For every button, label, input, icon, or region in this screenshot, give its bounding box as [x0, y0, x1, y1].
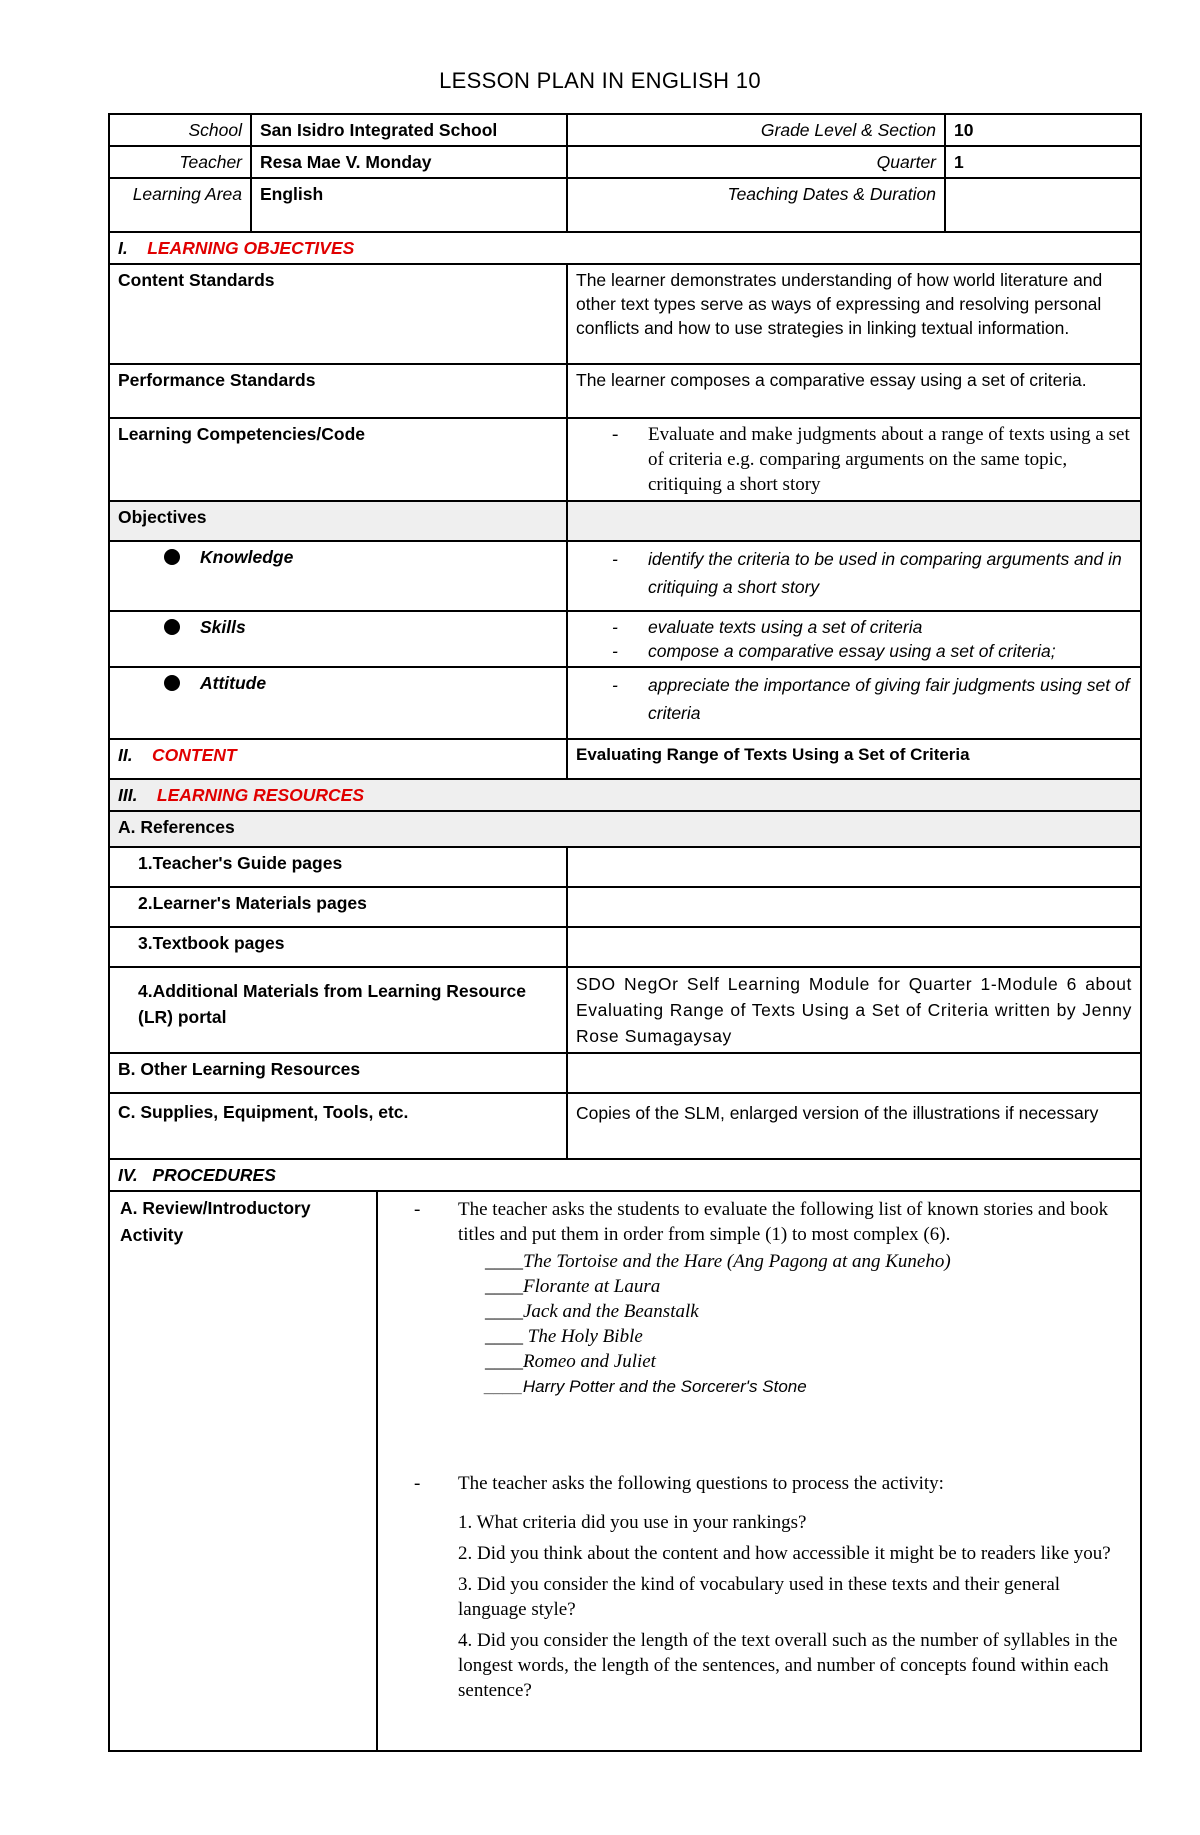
activity-intro: - The teacher asks the students to evaluate the following list of known stories and book titles and put them in order from simple (1) to most complex (6). [378, 1197, 1130, 1247]
bullet-icon [164, 549, 180, 565]
objectives-label: Objectives [109, 501, 567, 541]
skills-label: Skills [200, 617, 246, 637]
grade-label: Grade Level & Section [567, 114, 945, 146]
section-3-title: LEARNING RESOURCES [156, 785, 365, 805]
content-value: Evaluating Range of Texts Using a Set of Criteria [567, 739, 1141, 779]
bullet-icon [164, 675, 180, 691]
section-3-num: III. [118, 785, 138, 805]
review-activity-cell [377, 1191, 1141, 1751]
lm-label: 2.Learner's Materials pages [109, 887, 567, 927]
story-list [378, 1249, 1130, 1399]
performance-standards-label: Performance Standards [109, 364, 567, 418]
content-standards-value: The learner demonstrates understanding of how world literature and other text types serve as ways of expressing and resolving personal conflicts and how to use strategies in linking textual information. [567, 264, 1141, 364]
tb-label: 3.Textbook pages [109, 927, 567, 967]
competency-item: - Evaluate and make judgments about a range of texts using a set of criteria e.g. comparing arguments on the same topic, critiquing a short story [576, 422, 1132, 497]
quarter-label: Quarter [567, 146, 945, 178]
questions-list [378, 1510, 1130, 1703]
section-4-heading [109, 1159, 1141, 1191]
bullet-icon [164, 619, 180, 635]
story-item: ____Harry Potter and the Sorcerer's Stone [485, 1377, 807, 1396]
other-resources-value [567, 1053, 1141, 1093]
skills-cell-value [567, 611, 1141, 667]
section-4-title: PROCEDURES [152, 1165, 276, 1185]
lm-value [567, 887, 1141, 927]
area-label: Learning Area [109, 178, 251, 232]
question-item: 1. What criteria did you use in your rankings? [458, 1512, 807, 1533]
references-label: A. References [109, 811, 1141, 847]
section-1-title: LEARNING OBJECTIVES [147, 238, 355, 258]
supplies-label: C. Supplies, Equipment, Tools, etc. [109, 1093, 567, 1159]
lesson-plan-sheet [108, 113, 1140, 1752]
school-value: San Isidro Integrated School [251, 114, 567, 146]
section-1-num: I. [118, 238, 128, 258]
section-3-heading [109, 779, 1141, 811]
knowledge-label: Knowledge [200, 547, 294, 567]
dates-label: Teaching Dates & Duration [567, 178, 945, 232]
supplies-value: Copies of the SLM, enlarged version of the illustrations if necessary [567, 1093, 1141, 1159]
grade-value: 10 [945, 114, 1141, 146]
knowledge-value: - identify the criteria to be used in comparing arguments and in critiquing a short story [576, 545, 1132, 601]
teacher-label: Teacher [109, 146, 251, 178]
question-item: 2. Did you think about the content and how accessible it might be to readers like you? [458, 1543, 1111, 1564]
attitude-value: - appreciate the importance of giving fair judgments using set of criteria [576, 671, 1132, 727]
attitude-label: Attitude [200, 673, 267, 693]
performance-standards-value: The learner composes a comparative essay using a set of criteria. [567, 364, 1141, 418]
attitude-cell-value [567, 667, 1141, 739]
attitude-cell [109, 667, 567, 739]
additional-materials-value: SDO NegOr Self Learning Module for Quarter 1-Module 6 about Evaluating Range of Texts Using a Set of Criteria written by Jenny Rose Sumagaysay [567, 967, 1141, 1053]
dates-value [945, 178, 1141, 232]
section-2-num: II. [118, 745, 133, 765]
school-label: School [109, 114, 251, 146]
competencies-cell [567, 418, 1141, 501]
content-standards-label: Content Standards [109, 264, 567, 364]
tg-value [567, 847, 1141, 887]
story-item: ____Jack and the Beanstalk [485, 1301, 699, 1322]
header-table [108, 113, 1142, 233]
additional-materials-label: 4.Additional Materials from Learning Resource (LR) portal [109, 967, 567, 1053]
area-value: English [251, 178, 567, 232]
story-item: ____The Tortoise and the Hare (Ang Pagong at ang Kuneho) [485, 1251, 951, 1272]
section-4-num: IV. [118, 1165, 138, 1185]
tg-label: 1.Teacher's Guide pages [109, 847, 567, 887]
review-label: A. Review/Introductory Activity [109, 1191, 377, 1751]
question-item: 3. Did you consider the kind of vocabulary used in these texts and their general language style? [458, 1574, 1061, 1620]
teacher-value: Resa Mae V. Monday [251, 146, 567, 178]
question-item: 4. Did you consider the length of the text overall such as the number of syllables in the longest words, the length of the sentences, and number of concepts found within each sentence? [458, 1630, 1118, 1701]
questions-intro: - The teacher asks the following questions to process the activity: [378, 1471, 1130, 1496]
skills-value-2: - compose a comparative essay using a set of criteria; [576, 639, 1132, 663]
section-2-heading [109, 739, 567, 779]
procedures-table [108, 1158, 1142, 1752]
objectives-value [567, 501, 1141, 541]
knowledge-cell-value [567, 541, 1141, 611]
skills-value-1: - evaluate texts using a set of criteria [576, 615, 1132, 639]
knowledge-cell [109, 541, 567, 611]
other-resources-label: B. Other Learning Resources [109, 1053, 567, 1093]
competencies-label: Learning Competencies/Code [109, 418, 567, 501]
objectives-table [108, 231, 1142, 1160]
skills-cell [109, 611, 567, 667]
story-item: ____Florante at Laura [485, 1276, 661, 1297]
tb-value [567, 927, 1141, 967]
story-item: ____Romeo and Juliet [485, 1351, 656, 1372]
section-2-title: CONTENT [152, 745, 237, 765]
section-1-heading [109, 232, 1141, 264]
story-item: ____ The Holy Bible [485, 1326, 643, 1347]
page-title: LESSON PLAN IN ENGLISH 10 [439, 68, 761, 93]
quarter-value: 1 [945, 146, 1141, 178]
